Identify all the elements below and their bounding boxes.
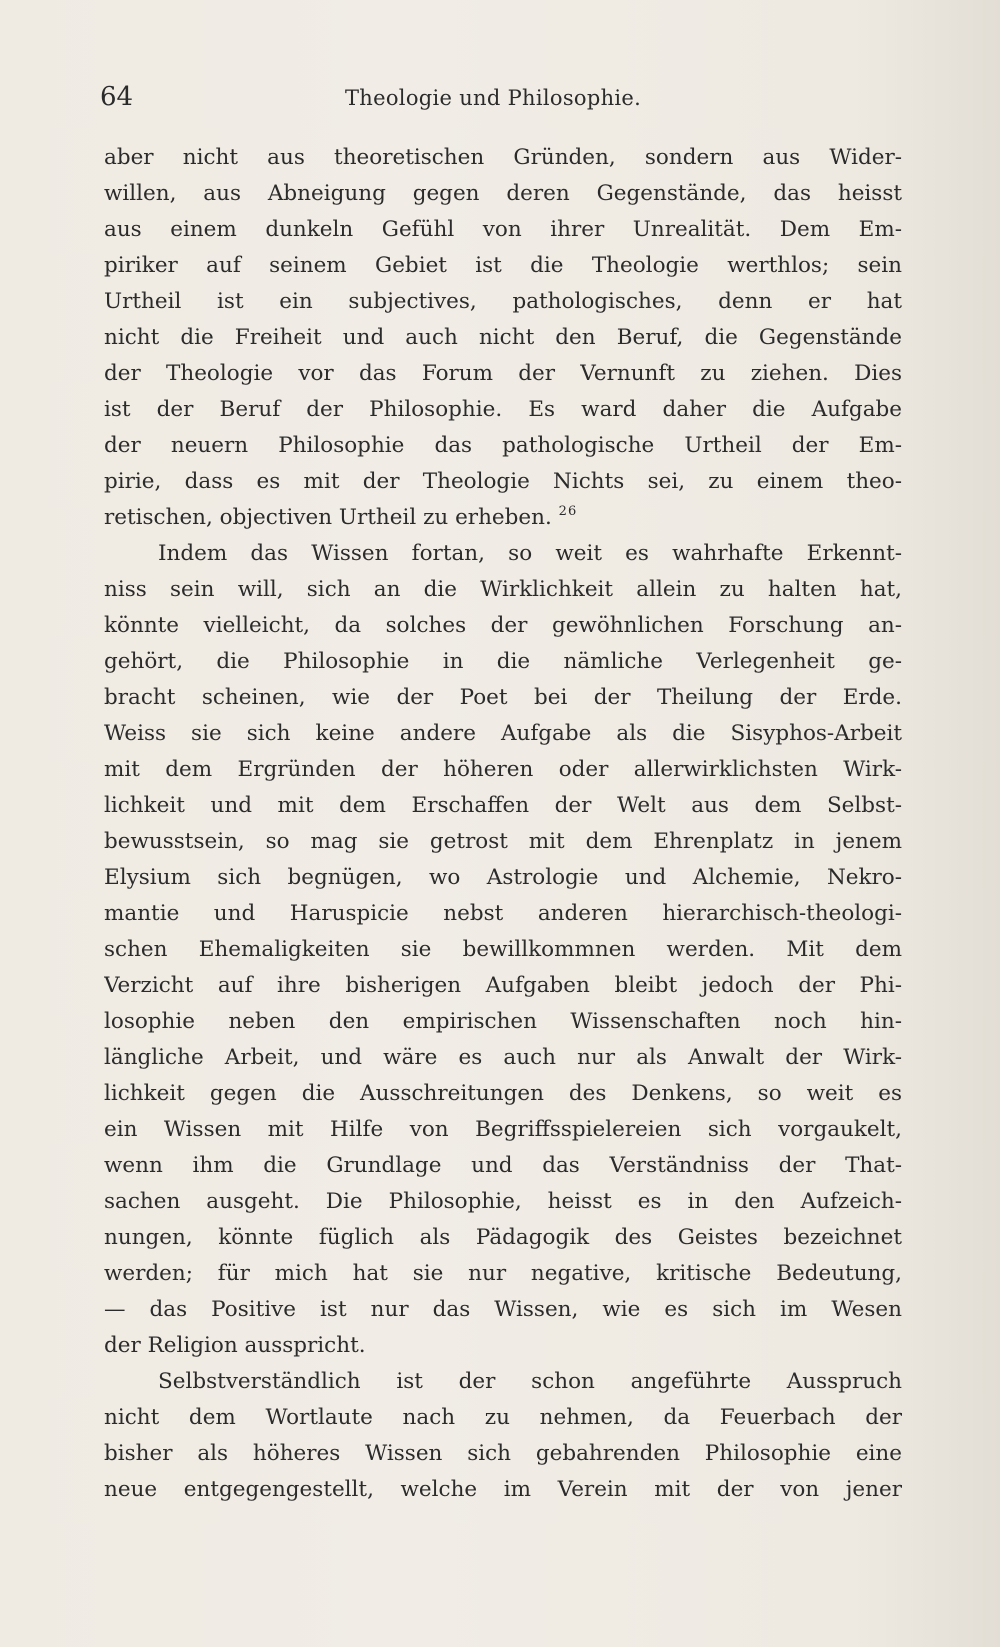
text-line: — das Positive ist nur das Wissen, wie es sich im Wesen <box>104 1297 902 1322</box>
text-line: mantie und Haruspicie nebst anderen hierarchisch-theologi- <box>104 901 902 926</box>
text-line: lichkeit gegen die Ausschreitungen des Denkens, so weit es <box>104 1081 902 1106</box>
text-line: neue entgegengestellt, welche im Verein mit der von jener <box>104 1477 902 1502</box>
text-line: lichkeit und mit dem Erschaffen der Welt aus dem Selbst- <box>104 793 902 818</box>
text-line: gehört, die Philosophie in die nämliche Verlegenheit ge- <box>104 649 902 674</box>
text-line: ein Wissen mit Hilfe von Begriffsspielereien sich vorgaukelt, <box>104 1117 902 1142</box>
text-line: bracht scheinen, wie der Poet bei der Theilung der Erde. <box>104 685 902 710</box>
text-line: der Theologie vor das Forum der Vernunft zu ziehen. Dies <box>104 361 902 386</box>
text-line: ist der Beruf der Philosophie. Es ward daher die Aufgabe <box>104 397 902 422</box>
text-line: wenn ihm die Grundlage und das Verständniss der That- <box>104 1153 902 1178</box>
text-line: losophie neben den empirischen Wissenschaften noch hin- <box>104 1009 902 1034</box>
text-line: bisher als höheres Wissen sich gebahrenden Philosophie eine <box>104 1441 902 1466</box>
text-line: willen, aus Abneigung gegen deren Gegenstände, das heisst <box>104 181 902 206</box>
footnote-reference: 26 <box>558 504 578 519</box>
text-line: Verzicht auf ihre bisherigen Aufgaben bleibt jedoch der Phi- <box>104 973 902 998</box>
text-line: längliche Arbeit, und wäre es auch nur als Anwalt der Wirk- <box>104 1045 902 1070</box>
text-line: sachen ausgeht. Die Philosophie, heisst es in den Aufzeich- <box>104 1189 902 1214</box>
text-line: retischen, objectiven Urtheil zu erheben. $^{26}$ <box>104 504 578 530</box>
text-line: nungen, könnte füglich als Pädagogik des Geistes bezeichnet <box>104 1225 902 1250</box>
running-head: Theologie und Philosophie. <box>345 86 642 110</box>
text-line: schen Ehemaligkeiten sie bewillkommnen werden. Mit dem <box>104 937 902 962</box>
text-line: aber nicht aus theoretischen Gründen, sondern aus Wider- <box>104 145 902 170</box>
text-line: der Religion ausspricht. <box>104 1333 366 1358</box>
text-line: aus einem dunkeln Gefühl von ihrer Unrealität. Dem Em- <box>104 217 902 242</box>
text-line: Weiss sie sich keine andere Aufgabe als die Sisyphos-Arbeit <box>104 721 902 746</box>
text-line: Urtheil ist ein subjectives, pathologisches, denn er hat <box>104 289 902 314</box>
text-line: nicht die Freiheit und auch nicht den Beruf, die Gegenstände <box>104 325 902 350</box>
text-line: werden; für mich hat sie nur negative, kritische Bedeutung, <box>104 1261 902 1286</box>
body-text <box>104 140 902 1508</box>
text-line: könnte vielleicht, da solches der gewöhnlichen Forschung an- <box>104 613 902 638</box>
text-line: pirie, dass es mit der Theologie Nichts sei, zu einem theo- <box>104 469 902 494</box>
text-line: bewusstsein, so mag sie getrost mit dem Ehrenplatz in jenem <box>104 829 902 854</box>
text-line: nicht dem Wortlaute nach zu nehmen, da Feuerbach der <box>104 1405 902 1430</box>
text-line: piriker auf seinem Gebiet ist die Theologie werthlos; sein <box>104 253 902 278</box>
text-line: Selbstverständlich ist der schon angeführte Ausspruch <box>158 1369 902 1394</box>
text-line: Elysium sich begnügen, wo Astrologie und Alchemie, Nekro- <box>104 865 902 890</box>
text-line: der neuern Philosophie das pathologische Urtheil der Em- <box>104 433 902 458</box>
text-line: niss sein will, sich an die Wirklichkeit allein zu halten hat, <box>104 577 902 602</box>
page-number: 64 <box>100 82 134 112</box>
text-line: Indem das Wissen fortan, so weit es wahrhafte Erkennt- <box>158 541 902 566</box>
text-line: mit dem Ergründen der höheren oder allerwirklichsten Wirk- <box>104 757 902 782</box>
